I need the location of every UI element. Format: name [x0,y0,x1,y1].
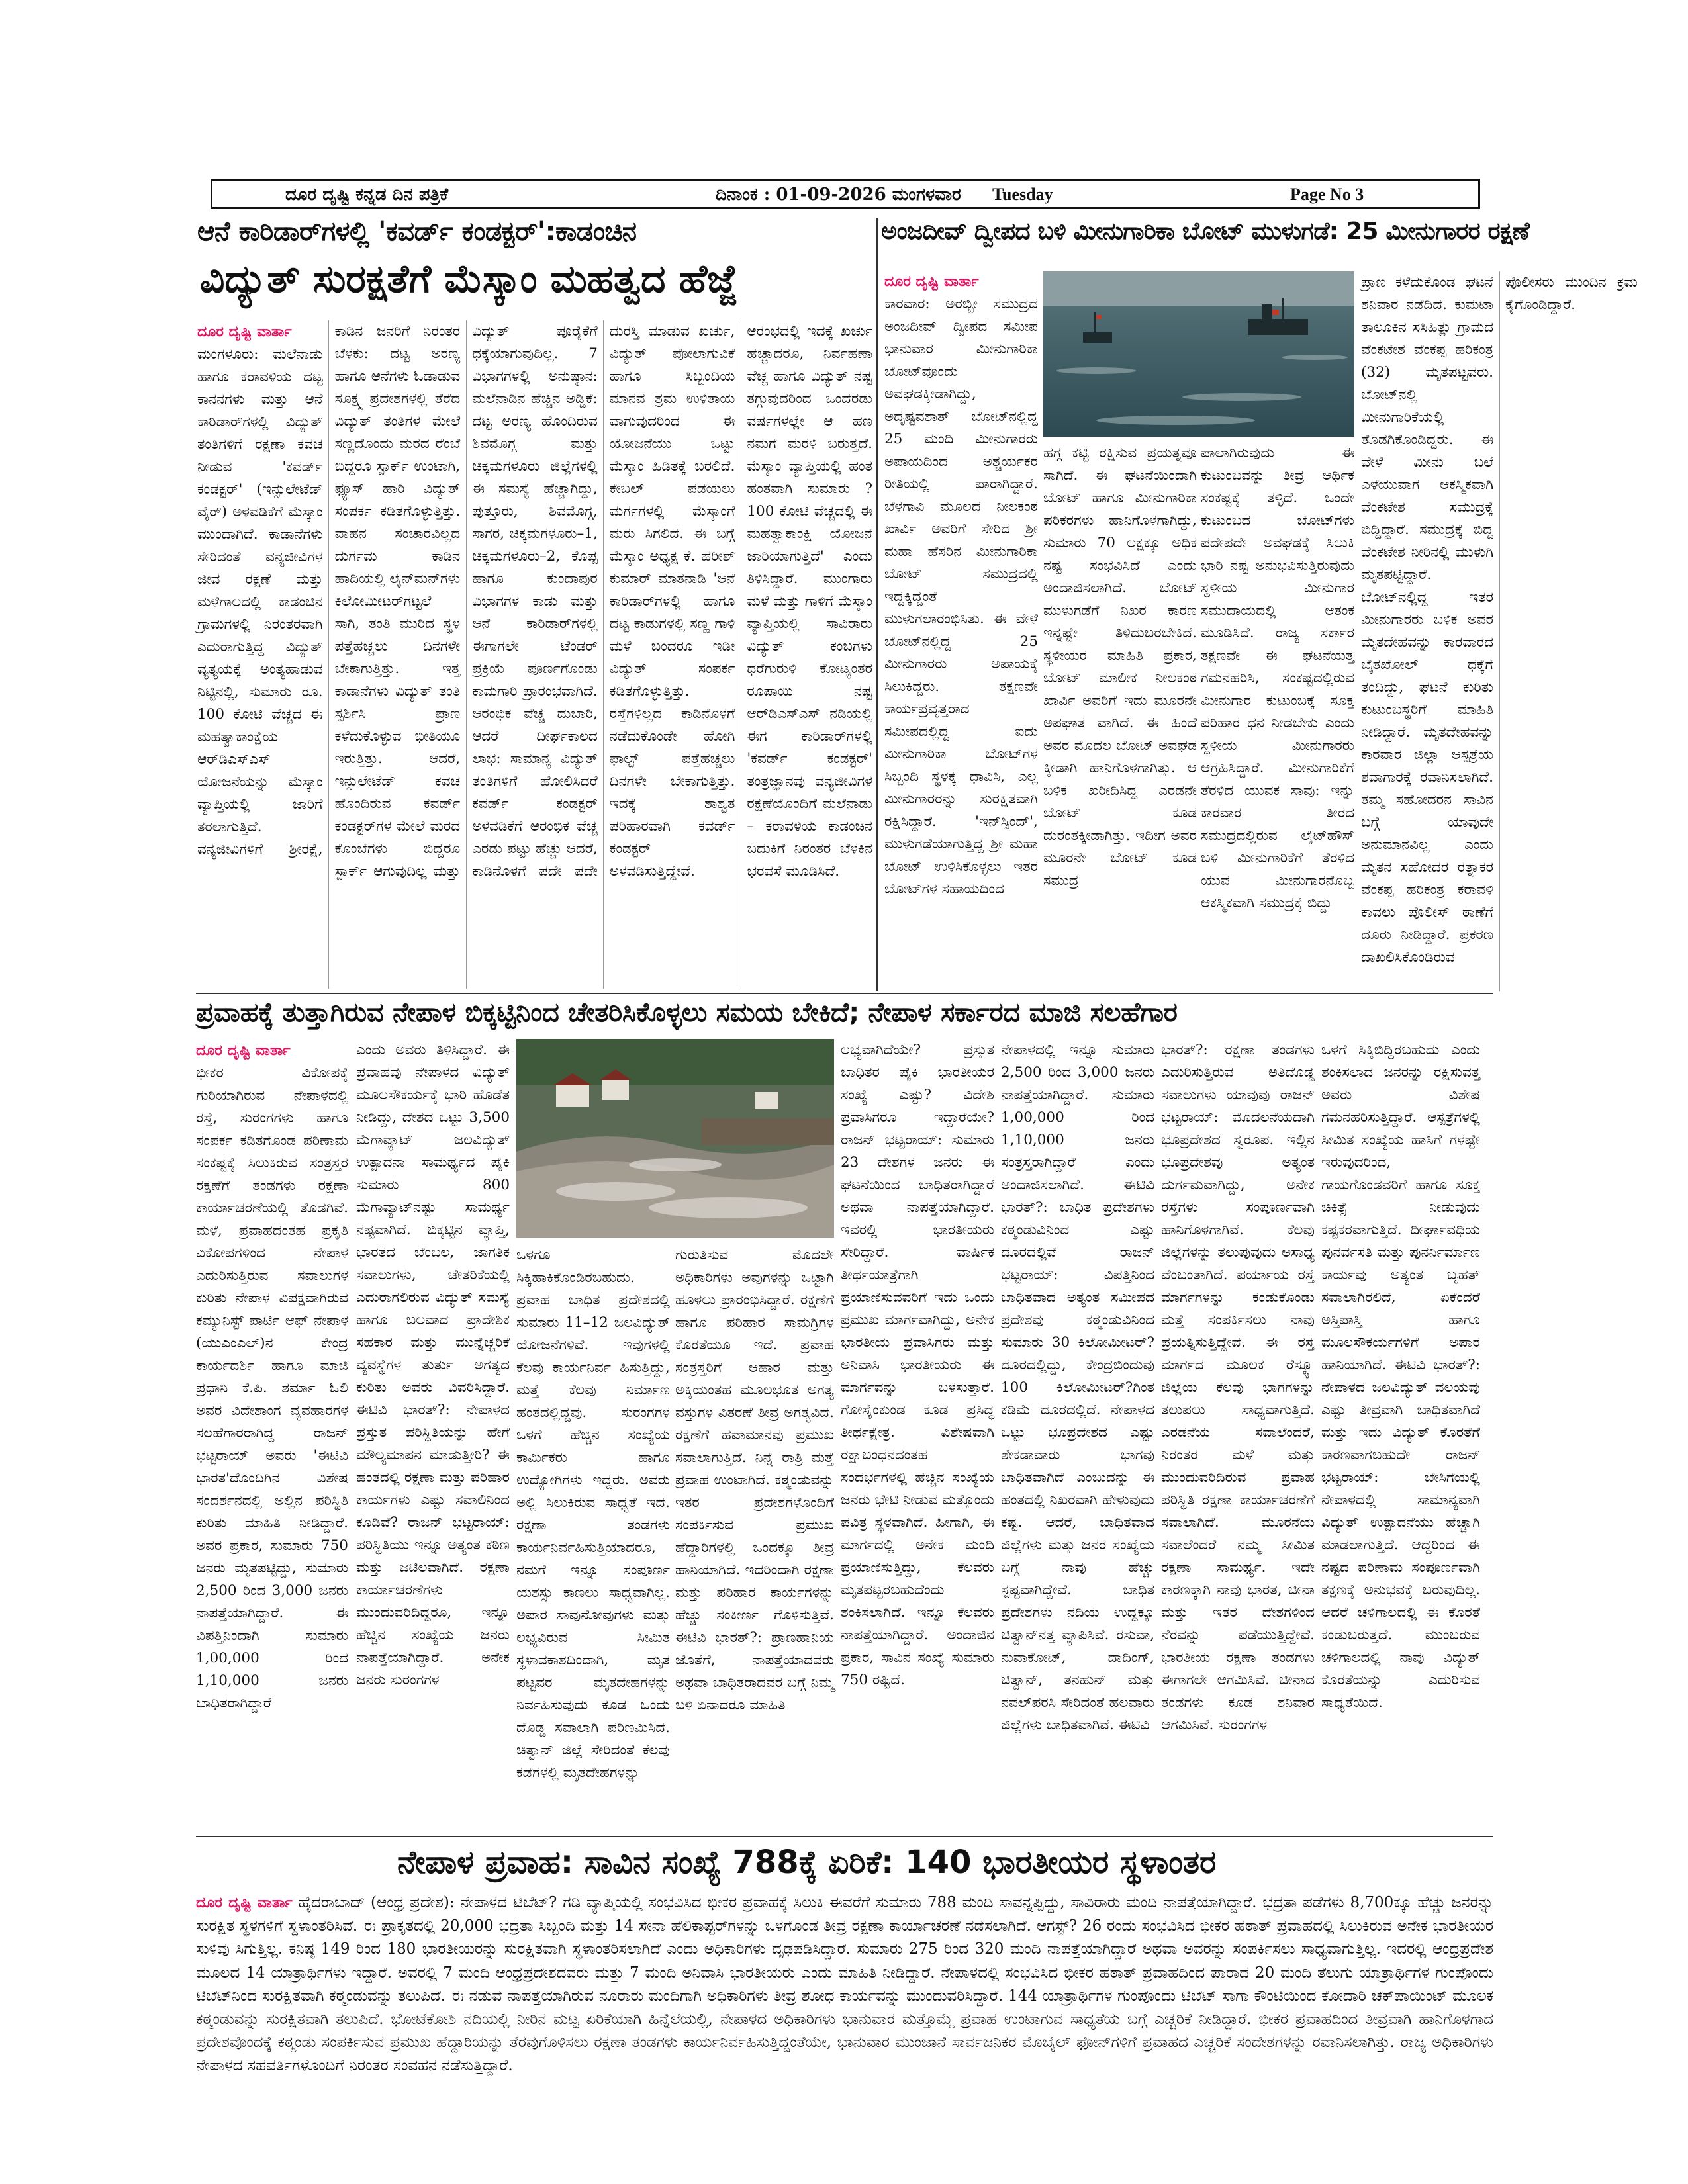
story2-text-d: ಪ್ರಾಣ ಕಳೆದುಕೊಂಡ ಘಟನೆ ಶನಿವಾರ ನಡೆದಿದೆ. ಕುಮಟಾ ತಾಲೂಕಿನ ಸಸಿಹಿತ್ಲು ಗ್ರಾಮದ ವೆಂಕಟೇಶ ವೆಂಕಪ್ಪ ಹರಿಕಂತ್ರ (32) ಮೃತಪಟ್ಟವರು. ಬೋಟ್‌ನಲ್ಲಿ ಮೀನುಗಾರಿಕೆಯಲ್ಲಿ ತೊಡಗಿಕೊಂಡಿದ್ದರು. ಈ ವೇಳೆ ಮೀನು ಬಲೆ ಎಳೆಯುವಾಗ ಆಕಸ್ಮಿಕವಾಗಿ ವೆಂಕಟೇಶ ಸಮುದ್ರಕ್ಕೆ ಬಿದ್ದಿದ್ದಾರೆ. ಸಮುದ್ರಕ್ಕೆ ಬಿದ್ದ ವೆಂಕಟೇಶ ನೀರಿನಲ್ಲಿ ಮುಳುಗಿ ಮೃತಪಟ್ಟಿದ್ದಾರೆ. ಬೋಟ್‌ನಲ್ಲಿದ್ದ ಇತರ ಮೀನುಗಾರರು ಬಳಿಕ ಅವರ ಮೃತದೇಹವನ್ನು ಕಾರವಾರದ ಬೈತಖೋಲ್ ಧಕ್ಕೆಗೆ ತಂದಿದ್ದು, ಘಟನೆ ಕುರಿತು ಕುಟುಂಬಸ್ಥರಿಗೆ ಮಾಹಿತಿ ನೀಡಿದ್ದಾರೆ. ಮೃತದೇಹವನ್ನು ಕಾರವಾರ ಜಿಲ್ಲಾ ಆಸ್ಪತ್ರೆಯ ಶವಾಗಾರಕ್ಕೆ ರವಾನಿಸಲಾಗಿದೆ. ತಮ್ಮ ಸಹೋದರನ ಸಾವಿನ ಬಗ್ಗೆ ಯಾವುದೇ ಅನುಮಾನವಿಲ್ಲ ಎಂದು ಮೃತನ ಸಹೋದರ ರತ್ನಾಕರ ವೆಂಕಪ್ಪ ಹರಿಕಂತ್ರ ಕರಾವಳಿ ಕಾವಲು ಪೊಲೀಸ್ ಠಾಣೆಗೆ ದೂರು ನೀಡಿದ್ದಾರೆ. ಪ್ರಕರಣ ದಾಖಲಿಸಿಕೊಂಡಿರುವ ಪೊಲೀಸರು ಮುಂದಿನ ಕ್ರಮ ಕೈಗೊಂಡಿದ್ದಾರೆ. [1361,274,1638,966]
story3-col-g [1161,1039,1315,1833]
story1-byline: ದೂರ ದೃಷ್ಟಿ ವಾರ್ತಾ [197,323,292,340]
newspaper-page [196,179,1638,1873]
story3-text-e: ನೇಪಾಳದಲ್ಲಿ ಇನ್ನೂ ಸುಮಾರು 2,500 ರಿಂದ 3,000 ಜನರು ನಾಪತ್ತೆಯಾಗಿದ್ದಾರೆ. ಸುಮಾರು 1,00,000 ರಿಂದ 1,10,000 ಜನರು ಸಂತ್ರಸ್ತರಾಗಿದ್ದಾರೆ ಎಂದು ಅಂದಾಜಿಸಲಾಗಿದೆ. ಈಟಿವಿ ಭಾರತ್?: ಬಾಧಿತ ಪ್ರದೇಶಗಳು ಕಠ್ಮಂಡುವಿನಿಂದ ಎಷ್ಟು ದೂರದಲ್ಲಿವೆ ರಾಜನ್ ಭಟ್ಟರಾಯ್: ವಿಪತ್ತಿನಿಂದ ಬಾಧಿತವಾದ ಅತ್ಯಂತ ಸಮೀಪದ ಪ್ರದೇಶವು ಕಠ್ಮಂಡುವಿನಿಂದ ಸುಮಾರು 30 ಕಿಲೋಮೀಟರ್? ದೂರದಲ್ಲಿದ್ದು, ಕೇಂದ್ರಬಿಂದುವು 100 ಕಿಲೋಮೀಟರ್?ಗಿಂತ ಕಡಿಮೆ ದೂರದಲ್ಲಿದೆ. ನೇಪಾಳದ ಒಟ್ಟು ಭೂಪ್ರದೇಶದ ಎಷ್ಟು ಶೇಕಡಾವಾರು ಭಾಗವು ಬಾಧಿತವಾಗಿದೆ ಎಂಬುದನ್ನು ಈ ಹಂತದಲ್ಲಿ ನಿಖರವಾಗಿ ಹೇಳುವುದು ಕಷ್ಟ. ಆದರೆ, ಬಾಧಿತವಾದ ಜಿಲ್ಲೆಗಳು ಮತ್ತು ಜನರ ಸಂಖ್ಯೆಯ ಬಗ್ಗೆ ನಾವು ಹೆಚ್ಚು ಸ್ಪಷ್ಟವಾಗಿದ್ದೇವೆ. ಬಾಧಿತ ಪ್ರದೇಶಗಳು ನದಿಯ ಉದ್ದಕ್ಕೂ ಚಿತ್ವಾನ್‌ನತ್ತ ವ್ಯಾಪಿಸಿವೆ. ರಸುವಾ, ನುವಾಕೋಟ್, ದಾದಿಂಗ್, ಚಿತ್ವಾನ್, ತನಹುನ್ ಮತ್ತು ನವಲ್‌ಪರಸಿ ಸೇರಿದಂತೆ ಹಲವಾರು ಜಿಲ್ಲೆಗಳು ಬಾಧಿತವಾಗಿವೆ. ಈಟಿವಿ [1001,1042,1154,1733]
column-divider [876,218,878,991]
story3-text-d: ಲಭ್ಯವಾಗಿದೆಯೇ? ಪ್ರಸ್ತುತ ಬಾಧಿತರ ಪೈಕಿ ಭಾರತೀಯರ ಸಂಖ್ಯೆ ಎಷ್ಟು? ವಿದೇಶಿ ಪ್ರವಾಸಿಗರೂ ಇದ್ದಾರೆಯೇ? ರಾಜನ್ ಭಟ್ಟರಾಯ್: ಸುಮಾರು 23 ದೇಶಗಳ ಜನರು ಈ ಘಟನೆಯಿಂದ ಬಾಧಿತರಾಗಿದ್ದಾರೆ ಅಥವಾ ನಾಪತ್ತೆಯಾಗಿದ್ದಾರೆ. ಇವರಲ್ಲಿ ಭಾರತೀಯರು ಸೇರಿದ್ದಾರೆ. ವಾರ್ಷಿಕ ತೀರ್ಥಯಾತ್ರೆಗಾಗಿ ಪ್ರಯಾಣಿಸುವವರಿಗೆ ಇದು ಒಂದು ಪ್ರಮುಖ ಮಾರ್ಗವಾಗಿದ್ದು, ಅನೇಕ ಭಾರತೀಯ ಪ್ರವಾಸಿಗರು ಮತ್ತು ಅನಿವಾಸಿ ಭಾರತೀಯರು ಈ ಮಾರ್ಗವನ್ನು ಬಳಸುತ್ತಾರೆ. ಗೋಸೈಂಕುಂಡ ಕೂಡ ಪ್ರಸಿದ್ಧ ತೀರ್ಥಕ್ಷೇತ್ರ. ವಿಶೇಷವಾಗಿ ರಕ್ಷಾಬಂಧನದಂತಹ ಸಂದರ್ಭಗಳಲ್ಲಿ ಹೆಚ್ಚಿನ ಸಂಖ್ಯೆಯ ಜನರು ಭೇಟಿ ನೀಡುವ ಮತ್ತೊಂದು ಪವಿತ್ರ ಸ್ಥಳವಾಗಿದೆ. ಹೀಗಾಗಿ, ಈ ಮಾರ್ಗದಲ್ಲಿ ಅನೇಕ ಮಂದಿ ಪ್ರಯಾಣಿಸುತ್ತಿದ್ದು, ಕೆಲವರು ಮೃತಪಟ್ಟರಬಹುದೆಂದು ಶಂಕಿಸಲಾಗಿದೆ. ಇನ್ನೂ ಕೆಲವರು ನಾಪತ್ತೆಯಾಗಿದ್ದಾರೆ. ಅಂದಾಜಿನ ಪ್ರಕಾರ, ಸಾವಿನ ಸಂಖ್ಯೆ ಸುಮಾರು 750 ರಷ್ಟಿದೆ. [841,1042,994,1688]
story3-text-b: ಎಂದು ಅವರು ತಿಳಿಸಿದ್ದಾರೆ. ಈ ಪ್ರವಾಹವು ನೇಪಾಳದ ವಿದ್ಯುತ್ ಮೂಲಸೌಕರ್ಯಕ್ಕೆ ಭಾರಿ ಹೊಡೆತ ನೀಡಿದ್ದು, ದೇಶದ ಒಟ್ಟು 3,500 ಮೆಗಾವ್ಯಾಟ್ ಜಲವಿದ್ಯುತ್ ಉತ್ಪಾದನಾ ಸಾಮರ್ಥ್ಯದ ಪೈಕಿ ಸುಮಾರು 800 ಮೆಗಾವ್ಯಾಟ್‌ನಷ್ಟು ಸಾಮರ್ಥ್ಯ ನಷ್ಟವಾಗಿದೆ. ಬಿಕ್ಕಟ್ಟಿನ ವ್ಯಾಪ್ತಿ, ಭಾರತದ ಬೆಂಬಲ, ಜಾಗತಿಕ ಸವಾಲುಗಳು, ಚೇತರಿಕೆಯಲ್ಲಿ ಎದುರಾಗಲಿರುವ ವಿದ್ಯುತ್ ಸಮಸ್ಯೆ ಹಾಗೂ ಬಲವಾದ ಪ್ರಾದೇಶಿಕ ಸಹಕಾರ ಮತ್ತು ಮುನ್ನೆಚ್ಚರಿಕೆ ವ್ಯವಸ್ಥೆಗಳ ತುರ್ತು ಅಗತ್ಯದ ಕುರಿತು ಅವರು ವಿವರಿಸಿದ್ದಾರೆ. ಈಟಿವಿ ಭಾರತ್?: ನೇಪಾಳದ ಪ್ರಸ್ತುತ ಪರಿಸ್ಥಿತಿಯನ್ನು ಹೇಗೆ ಮೌಲ್ಯಮಾಪನ ಮಾಡುತ್ತೀರಿ? ಈ ಹಂತದಲ್ಲಿ ರಕ್ಷಣಾ ಮತ್ತು ಪರಿಹಾರ ಕಾರ್ಯಗಳು ಎಷ್ಟು ಸವಾಲಿನಿಂದ ಕೂಡಿವೆ? ರಾಜನ್ ಭಟ್ಟರಾಯ್: ಪರಿಸ್ಥಿತಿಯು ಇನ್ನೂ ಅತ್ಯಂತ ಕಠಿಣ ಮತ್ತು ಜಟಿಲವಾಗಿದೆ. ರಕ್ಷಣಾ ಕಾರ್ಯಾಚರಣೆಗಳು ಮುಂದುವರಿದಿದ್ದರೂ, ಇನ್ನೂ ಹೆಚ್ಚಿನ ಸಂಖ್ಯೆಯ ಜನರು ನಾಪತ್ತೆಯಾಗಿದ್ದಾರೆ. ಅನೇಕ ಜನರು ಸುರಂಗಗಳ [356,1042,510,1688]
section-divider [196,993,1493,994]
story2-text-b: ಹಗ್ಗ ಕಟ್ಟಿ ರಕ್ಷಿಸುವ ಪ್ರಯತ್ನವೂ ಸಾಗಿದೆ. ಈ ಘಟನೆಯಿಂದಾಗಿ ಬೋಟ್ ಹಾಗೂ ಮೀನುಗಾರಿಕಾ ಪರಿಕರಗಳು ಹಾನಿಗೊಳಗಾಗಿದ್ದು, ಸುಮಾರು 70 ಲಕ್ಷಕ್ಕೂ ಅಧಿಕ ನಷ್ಟ ಸಂಭವಿಸಿದೆ ಎಂದು ಅಂದಾಜಿಸಲಾಗಿದೆ. ಬೋಟ್ ಮುಳುಗಡೆಗೆ ನಿಖರ ಕಾರಣ ಇನ್ನಷ್ಟೇ ತಿಳಿದುಬರಬೇಕಿದೆ. ಸ್ಥಳೀಯರ ಮಾಹಿತಿ ಪ್ರಕಾರ, ಬೋಟ್ ಮಾಲೀಕ ನೀಲಕಂಠ ಖಾರ್ವಿ ಅವರಿಗೆ ಇದು ಮೂರನೇ ಅಪಘಾತ ವಾಗಿದೆ. ಈ ಹಿಂದೆ ಅವರ ಮೊದಲ ಬೋಟ್ ಅವಘಡ ಕ್ಕೀಡಾಗಿ ಹಾನಿಗೊಳಗಾಗಿತ್ತು. ಆ ಬಳಿಕ ಖರೀದಿಸಿದ್ದ ಎರಡನೇ ಬೋಟ್ ಕೂಡ ದುರಂತಕ್ಕೀಡಾಗಿತ್ತು. ಇದೀಗ ಅವರ ಮೂರನೇ ಬೋಟ್ ಕೂಡ ಸಮುದ್ರ [1043,445,1197,889]
page-number: Page No 3 [1290,185,1364,204]
story3-text-f: ಭಾರತ್?: ರಕ್ಷಣಾ ತಂಡಗಳು ಎದುರಿಸುತ್ತಿರುವ ಅತಿದೊಡ್ಡ ಸವಾಲುಗಳು ಯಾವುವು ರಾಜನ್ ಭಟ್ಟರಾಯ್: ಮೊದಲನೆಯದಾಗಿ ಭೂಪ್ರದೇಶದ ಸ್ವರೂಪ. ಇಲ್ಲಿನ ಭೂಪ್ರದೇಶವು ಅತ್ಯಂತ ದುರ್ಗಮವಾಗಿದ್ದು, ಅನೇಕ ರಸ್ತೆಗಳು ಸಂಪೂರ್ಣವಾಗಿ ಹಾನಿಗೊಳಗಾಗಿವೆ. ಕೆಲವು ಜಿಲ್ಲೆಗಳನ್ನು ತಲುಪುವುದು ಅಸಾಧ್ಯ ವೆಂಬಂತಾಗಿದೆ. ಪರ್ಯಾಯ ರಸ್ತೆ ಮಾರ್ಗಗಳನ್ನು ಕಂಡುಕೊಂಡು ಮತ್ತೆ ಸಂಪರ್ಕಿಸಲು ನಾವು ಪ್ರಯತ್ನಿಸುತ್ತಿದ್ದೇವೆ. ಈ ರಸ್ತೆ ಮಾರ್ಗದ ಮೂಲಕ ರೆಸ್ಕ್ಯೂ ಜಿಲ್ಲೆಯ ಕೆಲವು ಭಾಗಗಳನ್ನು ತಲುಪಲು ಸಾಧ್ಯವಾಗುತ್ತಿದೆ. ಎರಡನೆಯ ಸವಾಲೆಂದರೆ, ನಿರಂತರ ಮಳೆ ಮತ್ತು ಮುಂದುವರಿದಿರುವ ಪ್ರವಾಹ ಪರಿಸ್ಥಿತಿ ರಕ್ಷಣಾ ಕಾರ್ಯಾಚರಣೆಗೆ ಸವಾಲಾಗಿದೆ. ಮೂರನೆಯ ಸವಾಲೆಂದರೆ ನಮ್ಮ ಸೀಮಿತ ರಕ್ಷಣಾ ಸಾಮರ್ಥ್ಯ. ಇದೇ ಕಾರಣಕ್ಕಾಗಿ ನಾವು ಭಾರತ, ಚೀನಾ ಮತ್ತು ಇತರ ದೇಶಗಳಿಂದ ನೆರವನ್ನು ಪಡೆಯುತ್ತಿದ್ದೇವೆ. ಭಾರತೀಯ ರಕ್ಷಣಾ ತಂಡಗಳು ಈಗಾಗಲೇ ಆಗಮಿಸಿವೆ. ಚೀನಾದ ತಂಡಗಳು ಕೂಡ ಶನಿವಾರ ಆಗಮಿಸಿವೆ. ಸುರಂಗಗಳ [1161,1042,1315,1733]
story2-col-a [884,270,1038,991]
story3-text-a: ಭೀಕರ ವಿಕೋಪಕ್ಕೆ ಗುರಿಯಾಗಿರುವ ನೇಪಾಳದಲ್ಲಿ ರಸ್ತೆ, ಸುರಂಗಗಳು ಹಾಗೂ ಸಂಪರ್ಕ ಕಡಿತಗೊಂಡ ಪರಿಣಾಮ ಸಂಕಷ್ಟಕ್ಕೆ ಸಿಲುಕಿರುವ ಸಂತ್ರಸ್ತರ ರಕ್ಷಣೆಗೆ ತಂಡಗಳು ರಕ್ಷಣಾ ಕಾರ್ಯಾಚರಣೆಯಲ್ಲಿ ತೊಡಗಿವೆ. ಮಳೆ, ಪ್ರವಾಹದಂತಹ ಪ್ರಕೃತಿ ವಿಕೋಪಗಳಿಂದ ನೇಪಾಳ ಎದುರಿಸುತ್ತಿರುವ ಸವಾಲುಗಳ ಕುರಿತು ನೇಪಾಳ ವಿಪಕ್ಷವಾಗಿರುವ ಕಮ್ಯುನಿಸ್ಟ್ ಪಾರ್ಟಿ ಆಫ್ ನೇಪಾಳ (ಯುಎಂಎಲ್)ನ ಕೇಂದ್ರ ಕಾರ್ಯದರ್ಶಿ ಹಾಗೂ ಮಾಜಿ ಪ್ರಧಾನಿ ಕೆ.ಪಿ. ಶರ್ಮಾ ಓಲಿ ಅವರ ವಿದೇಶಾಂಗ ವ್ಯವಹಾರಗಳ ಸಲಹೆಗಾರರಾಗಿದ್ದ ರಾಜನ್ ಭಟ್ಟರಾಯ್ ಅವರು 'ಈಟಿವಿ ಭಾರತ'ದೊಂದಿಗಿನ ವಿಶೇಷ ಸಂದರ್ಶನದಲ್ಲಿ ಅಲ್ಲಿನ ಪರಿಸ್ಥಿತಿ ಕುರಿತು ಮಾಹಿತಿ ನೀಡಿದ್ದಾರೆ. ಅವರ ಪ್ರಕಾರ, ಸುಮಾರು 750 ಜನರು ಮೃತಪಟ್ಟಿದ್ದು, ಸುಮಾರು 2,500 ರಿಂದ 3,000 ಜನರು ನಾಪತ್ತೆಯಾಗಿದ್ದಾರೆ. ಈ ವಿಪತ್ತಿನಿಂದಾಗಿ ಸುಮಾರು 1,00,000 ರಿಂದ 1,10,000 ಜನರು ಬಾಧಿತರಾಗಿದ್ದಾರೆ [196,1065,348,1711]
story3-col-c [516,1244,670,1833]
page-header [211,179,1480,209]
story3-col-d [675,1244,834,1833]
story2-headline: ಅಂಜದೀವ್ ದ್ವೀಪದ ಬಳಿ ಮೀನುಗಾರಿಕಾ ಬೋಟ್ ಮುಳುಗಡೆ: 25 ಮೀನುಗಾರರ ರಕ್ಷಣೆ [881,218,1529,245]
story3-text-c: ಗುರುತಿಸುವ ಮೊದಲೇ ಅಧಿಕಾರಿಗಳು ಅವುಗಳನ್ನು ಒಟ್ಟಾಗಿ ಹೂಳಲು ಪ್ರಾರಂಭಿಸಿದ್ದಾರೆ. ರಕ್ಷಣೆಗೆ ಹಾಗೂ ಪರಿಹಾರ ಸಾಮಗ್ರಿಗಳ ಕೊರತೆಯೂ ಇದೆ. ಪ್ರವಾಹ ಸಂತ್ರಸ್ತರಿಗೆ ಆಹಾರ ಮತ್ತು ಅಕ್ಕಿಯಂತಹ ಮೂಲಭೂತ ಅಗತ್ಯ ವಸ್ತುಗಳ ವಿತರಣೆ ತೀವ್ರ ಅಗತ್ಯವಿದೆ. ರಕ್ಷಣೆಗೆ ಹವಾಮಾನವು ಪ್ರಮುಖ ಸವಾಲಾಗುತ್ತಿದೆ. ನಿನ್ನೆ ರಾತ್ರಿ ಮತ್ತೆ ಪ್ರವಾಹ ಉಂಟಾಗಿದೆ. ಕಠ್ಮಂಡುವನ್ನು ಇತರ ಪ್ರದೇಶಗಳೊಂದಿಗೆ ಸಂಪರ್ಕಿಸುವ ಪ್ರಮುಖ ಹೆದ್ದಾರಿಗಳಲ್ಲಿ ಒಂದಕ್ಕೂ ತೀವ್ರ ಹಾನಿಯಾಗಿದೆ. ಇದರಿಂದಾಗಿ ರಕ್ಷಣಾ ಮತ್ತು ಪರಿಹಾರ ಕಾರ್ಯಗಳನ್ನು ಹೆಚ್ಚು ಸಂಕೀರ್ಣ ಗೊಳಿಸುತ್ತಿವೆ. ಈಟಿವಿ ಭಾರತ್?: ಪ್ರಾಣಹಾನಿಯ ಜೊತೆಗೆ, ನಾಪತ್ತೆಯಾದವರು ಅಥವಾ ಬಾಧಿತರಾದವರ ಬಗ್ಗೆ ನಿಮ್ಮ ಬಳಿ ಏನಾದರೂ ಮಾಹಿತಿ [675,1247,834,1713]
issue-weekday: Tuesday [992,185,1053,204]
story2-text-a: ಕಾರವಾರ: ಅರಬ್ಬೀ ಸಮುದ್ರದ ಅಂಜದೀವ್ ದ್ವೀಪದ ಸಮೀಪ ಭಾನುವಾರ ಮೀನುಗಾರಿಕಾ ಬೋಟ್‌ವೊಂದು ಅವಘಡಕ್ಕೀಡಾಗಿದ್ದು, ಅದೃಷ್ಟವಶಾತ್ ಬೋಟ್‌ನಲ್ಲಿದ್ದ 25 ಮಂದಿ ಮೀನುಗಾರರು ಅಪಾಯದಿಂದ ಅಶ್ಚರ್ಯಕರ ರೀತಿಯಲ್ಲಿ ಪಾರಾಗಿದ್ದಾರೆ. ಬೆಳಗಾವಿ ಮೂಲದ ನೀಲಕಂಠ ಖಾರ್ವಿ ಅವರಿಗೆ ಸೇರಿದ ಶ್ರೀ ಮಹಾ ಹೆಸರಿನ ಮೀನುಗಾರಿಕಾ ಬೋಟ್ ಸಮುದ್ರದಲ್ಲಿ ಇದ್ದಕ್ಕಿದ್ದಂತೆ ಮುಳುಗಲಾರಂಭಿಸಿತು. ಈ ವೇಳೆ ಬೋಟ್‌ನಲ್ಲಿದ್ದ 25 ಮೀನುಗಾರರು ಅಪಾಯಕ್ಕೆ ಸಿಲುಕಿದ್ದರು. ತಕ್ಷಣವೇ ಕಾರ್ಯಪ್ರವೃತ್ತರಾದ ಸಮೀಪದಲ್ಲಿದ್ದ ಐದು ಮೀನುಗಾರಿಕಾ ಬೋಟ್‌ಗಳ ಸಿಬ್ಬಂದಿ ಸ್ಥಳಕ್ಕೆ ಧಾವಿಸಿ, ಎಲ್ಲ ಮೀನುಗಾರರನ್ನು ಸುರಕ್ಷಿತವಾಗಿ ರಕ್ಷಿಸಿದ್ದಾರೆ. 'ಇನ್‌ಸ್ಪಿಂದ್', ಮುಳುಗಡೆಯಾಗುತ್ತಿದ್ದ ಶ್ರೀ ಮಹಾ ಬೋಟ್ ಉಳಿಸಿಕೊಳ್ಳಲು ಇತರ ಬೋಟ್‌ಗಳ ಸಹಾಯದಿಂದ [884,296,1038,897]
story4-headline: ನೇಪಾಳ ಪ್ರವಾಹ: ಸಾವಿನ ಸಂಖ್ಯೆ 788ಕ್ಕೆ ಏರಿಕೆ: 140 ಭಾರತೀಯರ ಸ್ಥಳಾಂತರ [397,1844,1217,1881]
story2-col-c [1201,442,1354,991]
story3-col-h [1321,1039,1480,1833]
story3-text-caption: ಒಳಗೂ ಸಿಕ್ಕಿಹಾಕಿಕೊಂಡಿರಬಹುದು. ಪ್ರವಾಹ ಬಾಧಿತ ಪ್ರದೇಶದಲ್ಲಿ ಸುಮಾರು 11–12 ಜಲವಿದ್ಯುತ್ ಯೋಜನೆಗಳಿವೆ. ಇವುಗಳಲ್ಲಿ ಕೆಲವು ಕಾರ್ಯನಿರ್ವ ಹಿಸುತ್ತಿದ್ದು, ಮತ್ತೆ ಕೆಲವು ನಿರ್ಮಾಣ ಹಂತದಲ್ಲಿದ್ದವು. ಸುರಂಗಗಳ ಒಳಗೆ ಹೆಚ್ಚಿನ ಸಂಖ್ಯೆಯ ಕಾರ್ಮಿಕರು ಹಾಗೂ ಉದ್ಯೋಗಿಗಳು ಇದ್ದರು. ಅವರು ಅಲ್ಲಿ ಸಿಲುಕಿರುವ ಸಾಧ್ಯತೆ ಇದೆ. ರಕ್ಷಣಾ ತಂಡಗಳು ಕಾರ್ಯನಿರ್ವಹಿಸುತ್ತಿಯಾದರೂ, ನಮಗೆ ಇನ್ನೂ ಸಂಪೂರ್ಣ ಯಶಸ್ಸು ಕಾಣಲು ಸಾಧ್ಯವಾಗಿಲ್ಲ. ಅಪಾರ ಸಾವುನೋವುಗಳು ಮತ್ತು ಲಭ್ಯವಿರುವ ಸೀಮಿತ ಸ್ಥಳಾವಕಾಶದಿಂದಾಗಿ, ಮೃತ ಪಟ್ಟವರ ಮೃತದೇಹಗಳನ್ನು ನಿರ್ವಹಿಸುವುದು ಕೂಡ ಒಂದು ದೊಡ್ಡ ಸವಾಲಾಗಿ ಪರಿಣಮಿಸಿದೆ. ಚಿತ್ವಾನ್ ಜಿಲ್ಲೆ ಸೇರಿದಂತೆ ಕೆಲವು ಕಡೆಗಳಲ್ಲಿ ಮೃತದೇಹಗಳನ್ನು [516,1247,670,1781]
fishing-boats-photo [1043,271,1354,437]
story1-body [197,320,872,989]
story2-col-d [1361,271,1638,991]
section-divider-2 [196,1836,1493,1837]
story4-body [196,1891,1493,2183]
story3-text-g: ಒಳಗೆ ಸಿಕ್ಕಿಬಿದ್ದಿರಬಹುದು ಎಂದು ಶಂಕಿಸಲಾದ ಜನರನ್ನು ರಕ್ಷಿಸುವತ್ತ ಅವರು ವಿಶೇಷ ಗಮನಹರಿಸುತ್ತಿದ್ದಾರೆ. ಆಸ್ಪತ್ರೆಗಳಲ್ಲಿ ಸೀಮಿತ ಸಂಖ್ಯೆಯ ಹಾಸಿಗೆ ಗಳಷ್ಟೇ ಇರುವುದರಿಂದ, ಗಾಯಗೊಂಡವರಿಗೆ ಹಾಗೂ ಸೂಕ್ತ ಚಿಕಿತ್ಸೆ ನೀಡುವುದು ಕಷ್ಟಕರವಾಗುತ್ತಿದೆ. ದೀರ್ಘಾವಧಿಯ ಪುನರ್ವಸತಿ ಮತ್ತು ಪುನರ್ನಿರ್ಮಾಣ ಕಾರ್ಯವು ಅತ್ಯಂತ ಬೃಹತ್ ಸವಾಲಾಗಿರಲಿದೆ, ಏಕೆಂದರೆ ಅಸ್ತಿಪಾಸ್ತಿ ಹಾಗೂ ಮೂಲಸೌಕರ್ಯಗಳಿಗೆ ಅಪಾರ ಹಾನಿಯಾಗಿದೆ. ಈಟಿವಿ ಭಾರತ್?: ನೇಪಾಳದ ಜಲವಿದ್ಯುತ್ ವಲಯವು ಎಷ್ಟು ತೀವ್ರವಾಗಿ ಬಾಧಿತವಾಗಿದೆ ಮತ್ತು ಇದು ವಿದ್ಯುತ್ ಕೊರತೆಗೆ ಕಾರಣವಾಗಬಹುದೇ ರಾಜನ್ ಭಟ್ಟರಾಯ್: ಬೇಸಿಗೆಯಲ್ಲಿ ನೇಪಾಳದಲ್ಲಿ ಸಾಮಾನ್ಯವಾಗಿ ವಿದ್ಯುತ್ ಉತ್ಪಾದನೆಯು ಹೆಚ್ಚಾಗಿ ಮಾಡಲಾಗುತ್ತಿದೆ. ಆದ್ದರಿಂದ ಈ ನಷ್ಟದ ಪರಿಣಾಮ ಸಂಪೂರ್ಣವಾಗಿ ತಕ್ಷಣಕ್ಕೆ ಅನುಭವಕ್ಕೆ ಬರುವುದಿಲ್ಲ. ಆದರೆ ಚಳಿಗಾಲದಲ್ಲಿ ಈ ಕೊರತೆ ಕಂಡುಬರುತ್ತದೆ. ಮುಂಬರುವ ಚಳಿಗಾಲದಲ್ಲಿ ನಾವು ವಿದ್ಯುತ್ ಕೊರತೆಯನ್ನು ಎದುರಿಸುವ ಸಾಧ್ಯತೆಯಿದೆ. [1321,1042,1480,1711]
story2-col-b [1043,442,1197,991]
story4-text: ಹೈದರಾಬಾದ್ (ಆಂಧ್ರ ಪ್ರದೇಶ): ನೇಪಾಳದ ಟಿಬೆಟ್? ಗಡಿ ವ್ಯಾಪ್ತಿಯಲ್ಲಿ ಸಂಭವಿಸಿದ ಭೀಕರ ಪ್ರವಾಹಕ್ಕೆ ಸಿಲುಕಿ ಈವರೆಗೆ ಸುಮಾರು 788 ಮಂದಿ ಸಾವನ್ನಪ್ಪಿದ್ದು, ಸಾವಿರಾರು ಮಂದಿ ನಾಪತ್ತೆಯಾಗಿದ್ದಾರೆ. ಭದ್ರತಾ ಪಡೆಗಳು 8,700ಕ್ಕೂ ಹೆಚ್ಚು ಜನರನ್ನು ಸುರಕ್ಷಿತ ಸ್ಥಳಗಳಿಗೆ ಸ್ಥಳಾಂತರಿಸಿವೆ. ಈ ಪ್ರಾಕೃತದಲ್ಲಿ 20,000 ಭದ್ರತಾ ಸಿಬ್ಬಂದಿ ಮತ್ತು 14 ಸೇನಾ ಹೆಲಿಕಾಪ್ಟರ್‌ಗಳನ್ನು ಒಳಗೊಂಡ ತೀವ್ರ ರಕ್ಷಣಾ ಕಾರ್ಯಾಚರಣೆ ನಡೆಸಲಾಗಿದೆ. ಆಗಸ್ಟ್? 26 ರಂದು ಸಂಭವಿಸಿದ ಭೀಕರ ಹಠಾತ್ ಪ್ರವಾಹದಲ್ಲಿ ಸಿಲುಕಿರುವ ಅನೇಕ ಭಾರತೀಯರ ಸುಳಿವು ಸಿಗುತ್ತಿಲ್ಲ. ಕನಿಷ್ಠ 149 ರಿಂದ 180 ಭಾರತೀಯರನ್ನು ಸುರಕ್ಷಿತವಾಗಿ ಸ್ಥಳಾಂತರಿಸಲಾಗಿದೆ ಎಂದು ಅಧಿಕಾರಿಗಳು ದೃಢಪಡಿಸಿದ್ದಾರೆ. ಸುಮಾರು 275 ರಿಂದ 320 ಮಂದಿ ನಾಪತ್ತೆಯಾಗಿದ್ದಾರೆ ಅಥವಾ ಅವರನ್ನು ಸಂಪರ್ಕಿಸಲು ಸಾಧ್ಯವಾಗುತ್ತಿಲ್ಲ. ಇದರಲ್ಲಿ ಆಂಧ್ರಪ್ರದೇಶ ಮೂಲದ 14 ಯಾತ್ರಾರ್ಥಿಗಳು ಇದ್ದಾರೆ. ಅವರಲ್ಲಿ 7 ಮಂದಿ ಆಂಧ್ರಪ್ರದೇಶದವರು ಮತ್ತು 7 ಮಂದಿ ಅನಿವಾಸಿ ಭಾರತೀಯರು ಎಂದು ಮಾಹಿತಿ ನೀಡಿದ್ದಾರೆ. ನೇಪಾಳದಲ್ಲಿ ಸಂಭವಿಸಿದ ಭೀಕರ ಹಠಾತ್ ಪ್ರವಾಹದಿಂದ ಪಾರಾದ 20 ಮಂದಿ ತೆಲುಗು ಯಾತ್ರಾರ್ಥಿಗಳ ಗುಂಪೊಂದು ಟಿಬೆಟ್‌ನಿಂದ ಸುರಕ್ಷಿತವಾಗಿ ಕಠ್ಮಂಡುವನ್ನು ತಲುಪಿದೆ. ಈ ನಡುವೆ ನಾಪತ್ತೆಯಾಗಿರುವ ನೂರಾರು ಮಂದಿಗಾಗಿ ಅಧಿಕಾರಿಗಳು ತೀವ್ರ ಶೋಧ ಕಾರ್ಯವನ್ನು ಮುಂದುವರಿಸಿದ್ದಾರೆ. 144 ಯಾತ್ರಾರ್ಥಿಗಳ ಗುಂಪೊಂದು ಟಿಬೆಟ್ ಸಾಗಾ ಕೌಂಟಿಯಿಂದ ಕೋದಾರಿ ಚೆಕ್‌ಪಾಯಿಂಟ್ ಮೂಲಕ ಕಠ್ಮಂಡುವನ್ನು ಸುರಕ್ಷಿತವಾಗಿ ತಲುಪಿದೆ. ಭೋಟೆಕೋಶಿ ನದಿಯಲ್ಲಿ ನೀರಿನ ಮಟ್ಟ ಏರಿಕೆಯಾಗಿ ಹಿನ್ನೆಲೆಯಲ್ಲಿ, ನೇಪಾಳದ ಅಧಿಕಾರಿಗಳು ಭಾನುವಾರ ಮತ್ತೊಮ್ಮೆ ಪ್ರವಾಹ ಉಂಟಾಗುವ ಸಾಧ್ಯತೆಯ ಬಗ್ಗೆ ಎಚ್ಚರಿಕೆ ನೀಡಿದ್ದಾರೆ. ಭೀಕರ ಪ್ರವಾಹದಿಂದ ತೀವ್ರವಾಗಿ ಹಾನಿಗೊಳಗಾದ ಪ್ರದೇಶವೊಂದಕ್ಕೆ ಕಠ್ಮಂಡು ಸಂಪರ್ಕಿಸುವ ಪ್ರಮುಖ ಹೆದ್ದಾರಿಯನ್ನು ತೆರವುಗೊಳಿಸಲು ರಕ್ಷಣಾ ತಂಡಗಳು ಕಾರ್ಯನಿರ್ವಹಿಸುತ್ತಿದ್ದಂತೆಯೇ, ಭಾನುವಾರ ಮುಂಜಾನೆ ಸಾರ್ವಜನಿಕರ ಮೊಬೈಲ್ ಫೋನ್‌ಗಳಿಗೆ ಪ್ರವಾಹದ ಎಚ್ಚರಿಕೆ ಸಂದೇಶಗಳನ್ನು ರವಾನಿಸಲಾಗಿತ್ತು. ರಾಜ್ಯ ಅಧಿಕಾರಿಗಳು ನೇಪಾಳದ ಸಹವರ್ತಿಗಳೊಂದಿಗೆ ನಿರಂತರ ಸಂವಹನ ನಡೆಸುತ್ತಿದ್ದಾರೆ. [196,1894,1493,2075]
story4-byline: ದೂರ ದೃಷ್ಟಿ ವಾರ್ತಾ [196,1894,293,1911]
story3-headline: ಪ್ರವಾಹಕ್ಕೆ ತುತ್ತಾಗಿರುವ ನೇಪಾಳ ಬಿಕ್ಕಟ್ಟಿನಿಂದ ಚೇತರಿಸಿಕೊಳ್ಳಲು ಸಮಯ ಬೇಕಿದೆ; ನೇಪಾಳ ಸರ್ಕಾರದ ಮಾಜಿ ಸಲಹೆಗಾರ [196,997,1178,1028]
story2-byline: ದೂರ ದೃಷ್ಟಿ ವಾರ್ತಾ [884,273,979,290]
flood-river-photo [516,1039,834,1238]
story3-col-e [841,1039,994,1833]
story3-col-b [356,1039,510,1833]
story2-text-c: ಪಾಲಾಗಿರುವುದು ಈ ಕುಟುಂಬವನ್ನು ತೀವ್ರ ಆರ್ಥಿಕ ಸಂಕಷ್ಟಕ್ಕೆ ತಳ್ಳಿದೆ. ಒಂದೇ ಕುಟುಂಬದ ಬೋಟ್‌ಗಳು ಪದೇಪದೇ ಅವಘಡಕ್ಕೆ ಸಿಲುಕಿ ಭಾರಿ ನಷ್ಟ ಅನುಭವಿಸುತ್ತಿರುವುದು ಸ್ಥಳೀಯ ಮೀನುಗಾರ ಸಮುದಾಯದಲ್ಲಿ ಆತಂಕ ಮೂಡಿಸಿದೆ. ರಾಜ್ಯ ಸರ್ಕಾರ ತಕ್ಷಣವೇ ಈ ಘಟನೆಯತ್ತ ಗಮನಹರಿಸಿ, ಸಂಕಷ್ಟದಲ್ಲಿರುವ ಮೀನುಗಾರ ಕುಟುಂಬಕ್ಕೆ ಸೂಕ್ತ ಪರಿಹಾರ ಧನ ನೀಡಬೇಕು ಎಂದು ಸ್ಥಳೀಯ ಮೀನುಗಾರರು ಆಗ್ರಹಿಸಿದ್ದಾರೆ. ಮೀನುಗಾರಿಕೆಗೆ ತೆರಳಿದ ಯುವಕ ಸಾವು: ಇನ್ನು ಕಾರವಾರ ತೀರದ ಸಮುದ್ರದಲ್ಲಿರುವ ಲೈಟ್‌ಹೌಸ್ ಬಳಿ ಮೀನುಗಾರಿಕೆಗೆ ತೆರಳಿದ ಯುವ ಮೀನುಗಾರನೊಬ್ಬ ಆಕಸ್ಮಿಕವಾಗಿ ಸಮುದ್ರಕ್ಕೆ ಬಿದ್ದು [1201,445,1354,911]
story3-col-a [196,1039,348,1833]
story1-text: ಮಂಗಳೂರು: ಮಲೆನಾಡು ಹಾಗೂ ಕರಾವಳಿಯ ದಟ್ಟ ಕಾನನಗಳು ಮತ್ತು ಆನೆ ಕಾರಿಡಾರ್‌ಗಳಲ್ಲಿ ವಿದ್ಯುತ್ ತಂತಿಗಳಿಗೆ ರಕ್ಷಣಾ ಕವಚ ನೀಡುವ 'ಕವರ್ಡ್ ಕಂಡಕ್ಟರ್' (ಇನ್ಸುಲೇಟೆಡ್ ವೈರ್) ಅಳವಡಿಕೆಗೆ ಮೆಸ್ಕಾಂ ಮುಂದಾಗಿದೆ. ಕಾಡಾನೆಗಳು ಸೇರಿದಂತೆ ವನ್ಯಜೀವಿಗಳ ಜೀವ ರಕ್ಷಣೆ ಮತ್ತು ಮಳೆಗಾಲದಲ್ಲಿ ಕಾಡಂಚಿನ ಗ್ರಾಮಗಳಲ್ಲಿ ನಿರಂತರವಾಗಿ ಎದುರಾಗುತ್ತಿದ್ದ ವಿದ್ಯುತ್ ವ್ಯತ್ಯಯಕ್ಕೆ ಅಂತ್ಯಹಾಡುವ ನಿಟ್ಟಿನಲ್ಲಿ, ಸುಮಾರು ರೂ. 100 ಕೋಟಿ ವೆಚ್ಚದ ಈ ಮಹತ್ವಾಕಾಂಕ್ಷೆಯ ಆರ್‌ಡಿಎಸ್‌ಎಸ್ ಯೋಜನೆಯನ್ನು ಮೆಸ್ಕಾಂ ವ್ಯಾಪ್ತಿಯಲ್ಲಿ ಜಾರಿಗೆ ತರಲಾಗುತ್ತಿದೆ. ವನ್ಯಜೀವಿಗಳಿಗೆ ಶ್ರೀರಕ್ಷೆ, ಕಾಡಿನ ಜನರಿಗೆ ನಿರಂತರ ಬೆಳಕು: ದಟ್ಟ ಅರಣ್ಯ ಹಾಗೂ ಆನೆಗಳು ಓಡಾಡುವ ಸೂಕ್ಷ್ಮ ಪ್ರದೇಶಗಳಲ್ಲಿ ತೆರೆದ ವಿದ್ಯುತ್ ತಂತಿಗಳ ಮೇಲೆ ಸಣ್ಣದೊಂದು ಮರದ ರೆಂಬೆ ಬಿದ್ದರೂ ಸ್ಪಾರ್ಕ್ ಉಂಟಾಗಿ, ಫ್ಯೂಸ್ ಹಾರಿ ವಿದ್ಯುತ್ ಸಂಪರ್ಕ ಕಡಿತಗೊಳ್ಳುತ್ತಿತ್ತು. ವಾಹನ ಸಂಚಾರವಿಲ್ಲದ ದುರ್ಗಮ ಕಾಡಿನ ಹಾದಿಯಲ್ಲಿ ಲೈನ್‌ಮನ್‌ಗಳು ಕಿಲೋಮೀಟರ್‌ಗಟ್ಟಲೆ ಸಾಗಿ, ತಂತಿ ಮುರಿದ ಸ್ಥಳ ಪತ್ತೆಹಚ್ಚಲು ದಿನಗಳೇ ಬೇಕಾಗುತ್ತಿತ್ತು. ಇತ್ತ ಕಾಡಾನೆಗಳು ವಿದ್ಯುತ್ ತಂತಿ ಸ್ಪರ್ಶಿಸಿ ಪ್ರಾಣ ಕಳೆದುಕೊಳ್ಳುವ ಭೀತಿಯೂ ಇರುತ್ತಿತ್ತು. ಆದರೆ, ಇನ್ಸುಲೇಟೆಡ್ ಕವಚ ಹೊಂದಿರುವ ಕವರ್ಡ್ ಕಂಡಕ್ಟರ್‌ಗಳ ಮೇಲೆ ಮರದ ಕೊಂಬೆಗಳು ಬಿದ್ದರೂ ಸ್ಪಾರ್ಕ್ ಆಗುವುದಿಲ್ಲ ಮತ್ತು ವಿದ್ಯುತ್ ಪೂರೈಕೆಗೆ ಧಕ್ಕೆಯಾಗುವುದಿಲ್ಲ. 7 ವಿಭಾಗಗಳಲ್ಲಿ ಅನುಷ್ಠಾನ: ಮಲೆನಾಡಿನ ಹೆಚ್ಚಿನ ಅಡ್ಡಿಕೆ: ದಟ್ಟ ಅರಣ್ಯ ಹೊಂದಿರುವ ಶಿವಮೊಗ್ಗ ಮತ್ತು ಚಿಕ್ಕಮಗಳೂರು ಜಿಲ್ಲೆಗಳಲ್ಲಿ ಈ ಸಮಸ್ಯೆ ಹೆಚ್ಚಾಗಿದ್ದು, ಪುತ್ತೂರು, ಶಿವಮೊಗ್ಗ, ಸಾಗರ, ಚಿಕ್ಕಮಗಳೂರು–1, ಚಿಕ್ಕಮಗಳೂರು–2, ಕೊಪ್ಪ ಹಾಗೂ ಕುಂದಾಪುರ ವಿಭಾಗಗಳ ಕಾಡು ಮತ್ತು ಆನೆ ಕಾರಿಡಾರ್‌ಗಳಲ್ಲಿ ಈಗಾಗಲೇ ಟೆಂಡರ್ ಪ್ರಕ್ರಿಯೆ ಪೂರ್ಣಗೊಂಡು ಕಾಮಗಾರಿ ಪ್ರಾರಂಭವಾಗಿದೆ. ಆರಂಭಿಕ ವೆಚ್ಚ ದುಬಾರಿ, ಆದರೆ ದೀರ್ಘಕಾಲದ ಲಾಭ: ಸಾಮಾನ್ಯ ವಿದ್ಯುತ್ ತಂತಿಗಳಿಗೆ ಹೋಲಿಸಿದರೆ ಕವರ್ಡ್ ಕಂಡಕ್ಟರ್ ಅಳವಡಿಕೆಗೆ ಆರಂಭಿಕ ವೆಚ್ಚ ಎರಡು ಪಟ್ಟು ಹೆಚ್ಚು ಆದರೆ, ಕಾಡಿನೊಳಗೆ ಪದೇ ಪದೇ ದುರಸ್ತಿ ಮಾಡುವ ಖರ್ಚು, ವಿದ್ಯುತ್ ಪೋಲಾಗುವಿಕೆ ಹಾಗೂ ಸಿಬ್ಬಂದಿಯ ಮಾನವ ಶ್ರಮ ಉಳಿತಾಯ ವಾಗುವುದರಿಂದ ಈ ಯೋಜನೆಯು ಒಟ್ಟು ಮೆಸ್ಕಾಂ ಹಿಡಿತಕ್ಕೆ ಬರಲಿದೆ. ಕೇಬಲ್ ಪಡೆಯಲು ಮರ್ಗಗಳಲ್ಲಿ ಮೆಸ್ಕಾಂಗೆ ಮರು ಸಿಗಲಿದೆ. ಈ ಬಗ್ಗೆ ಮೆಸ್ಕಾಂ ಅಧ್ಯಕ್ಷ ಕೆ. ಹರೀಶ್ ಕುಮಾರ್ ಮಾತನಾಡಿ 'ಆನೆ ಕಾರಿಡಾರ್‌ಗಳಲ್ಲಿ ಹಾಗೂ ದಟ್ಟ ಕಾಡುಗಳಲ್ಲಿ ಸಣ್ಣ ಗಾಳಿ ಮಳೆ ಬಂದರೂ ಇಡೀ ವಿದ್ಯುತ್ ಸಂಪರ್ಕ ಕಡಿತಗೊಳ್ಳುತ್ತಿತ್ತು. ರಸ್ತೆಗಳಿಲ್ಲದ ಕಾಡಿನೊಳಗೆ ನಡೆದುಕೊಂಡೇ ಹೋಗಿ ಫಾಲ್ಟ್ ಪತ್ತೆಹಚ್ಚಲು ದಿನಗಳೇ ಬೇಕಾಗುತ್ತಿತ್ತು. ಇದಕ್ಕೆ ಶಾಶ್ವತ ಪರಿಹಾರವಾಗಿ ಕವರ್ಡ್ ಕಂಡಕ್ಟರ್ ಅಳವಡಿಸುತ್ತಿದ್ದೇವೆ. ಆರಂಭದಲ್ಲಿ ಇದಕ್ಕೆ ಖರ್ಚು ಹೆಚ್ಚಾದರೂ, ನಿರ್ವಹಣಾ ವೆಚ್ಚ ಹಾಗೂ ವಿದ್ಯುತ್ ನಷ್ಟ ತಗ್ಗುವುದರಿಂದ ಒಂದೆರಡು ವರ್ಷಗಳಲ್ಲೇ ಆ ಹಣ ನಮಗೆ ಮರಳಿ ಬರುತ್ತದೆ. ಮೆಸ್ಕಾಂ ವ್ಯಾಪ್ತಿಯಲ್ಲಿ ಹಂತ ಹಂತವಾಗಿ ಸುಮಾರು ?100 ಕೋಟಿ ವೆಚ್ಚದಲ್ಲಿ ಈ ಮಹತ್ವಾಕಾಂಕ್ಷಿ ಯೋಜನೆ ಜಾರಿಯಾಗುತ್ತಿದೆ' ಎಂದು ತಿಳಿಸಿದ್ದಾರೆ. ಮುಂಗಾರು ಮಳೆ ಮತ್ತು ಗಾಳಿಗೆ ಮೆಸ್ಕಾಂ ವ್ಯಾಪ್ತಿಯಲ್ಲಿ ಸಾವಿರಾರು ವಿದ್ಯುತ್ ಕಂಬಗಳು ಧರೆಗುರುಳಿ ಕೋಟ್ಯಂತರ ರೂಪಾಯಿ ನಷ್ಟ ಆರ್‌ಡಿಎಸ್‌ಎಸ್ ನಡಿಯಲ್ಲಿ ಈಗ ಕಾರಿಡಾರ್‌ಗಳಲ್ಲಿ 'ಕವರ್ಡ್ ಕಂಡಕ್ಟರ್' ತಂತ್ರಜ್ಞಾನವು ವನ್ಯಜೀವಿಗಳ ರಕ್ಷಣೆಯೊಂದಿಗೆ ಮಲೆನಾಡು – ಕರಾವಳಿಯ ಕಾಡಂಚಿನ ಬದುಕಿಗೆ ನಿರಂತರ ಬೆಳಕಿನ ಭರವಸೆ ಮೂಡಿಸಿದೆ. [197,323,872,880]
story1-headline-1: ಆನೆ ಕಾರಿಡಾರ್‌ಗಳಲ್ಲಿ 'ಕವರ್ಡ್ ಕಂಡಕ್ಟರ್':ಕಾಡಂಚಿನ [197,216,637,247]
story3-byline: ದೂರ ದೃಷ್ಟಿ ವಾರ್ತಾ [196,1042,291,1059]
story1-headline-2: ವಿದ್ಯುತ್ ಸುರಕ್ಷತೆಗೆ ಮೆಸ್ಕಾಂ ಮಹತ್ವದ ಹೆಜ್ಜೆ [200,256,737,301]
issue-date: ದಿನಾಂಕ : 01-09-2026 ಮಂಗಳವಾರ [716,185,961,205]
paper-name: ದೂರ ದೃಷ್ಟಿ ಕನ್ನಡ ದಿನ ಪತ್ರಿಕೆ [285,185,449,205]
story3-col-f [1001,1039,1154,1833]
